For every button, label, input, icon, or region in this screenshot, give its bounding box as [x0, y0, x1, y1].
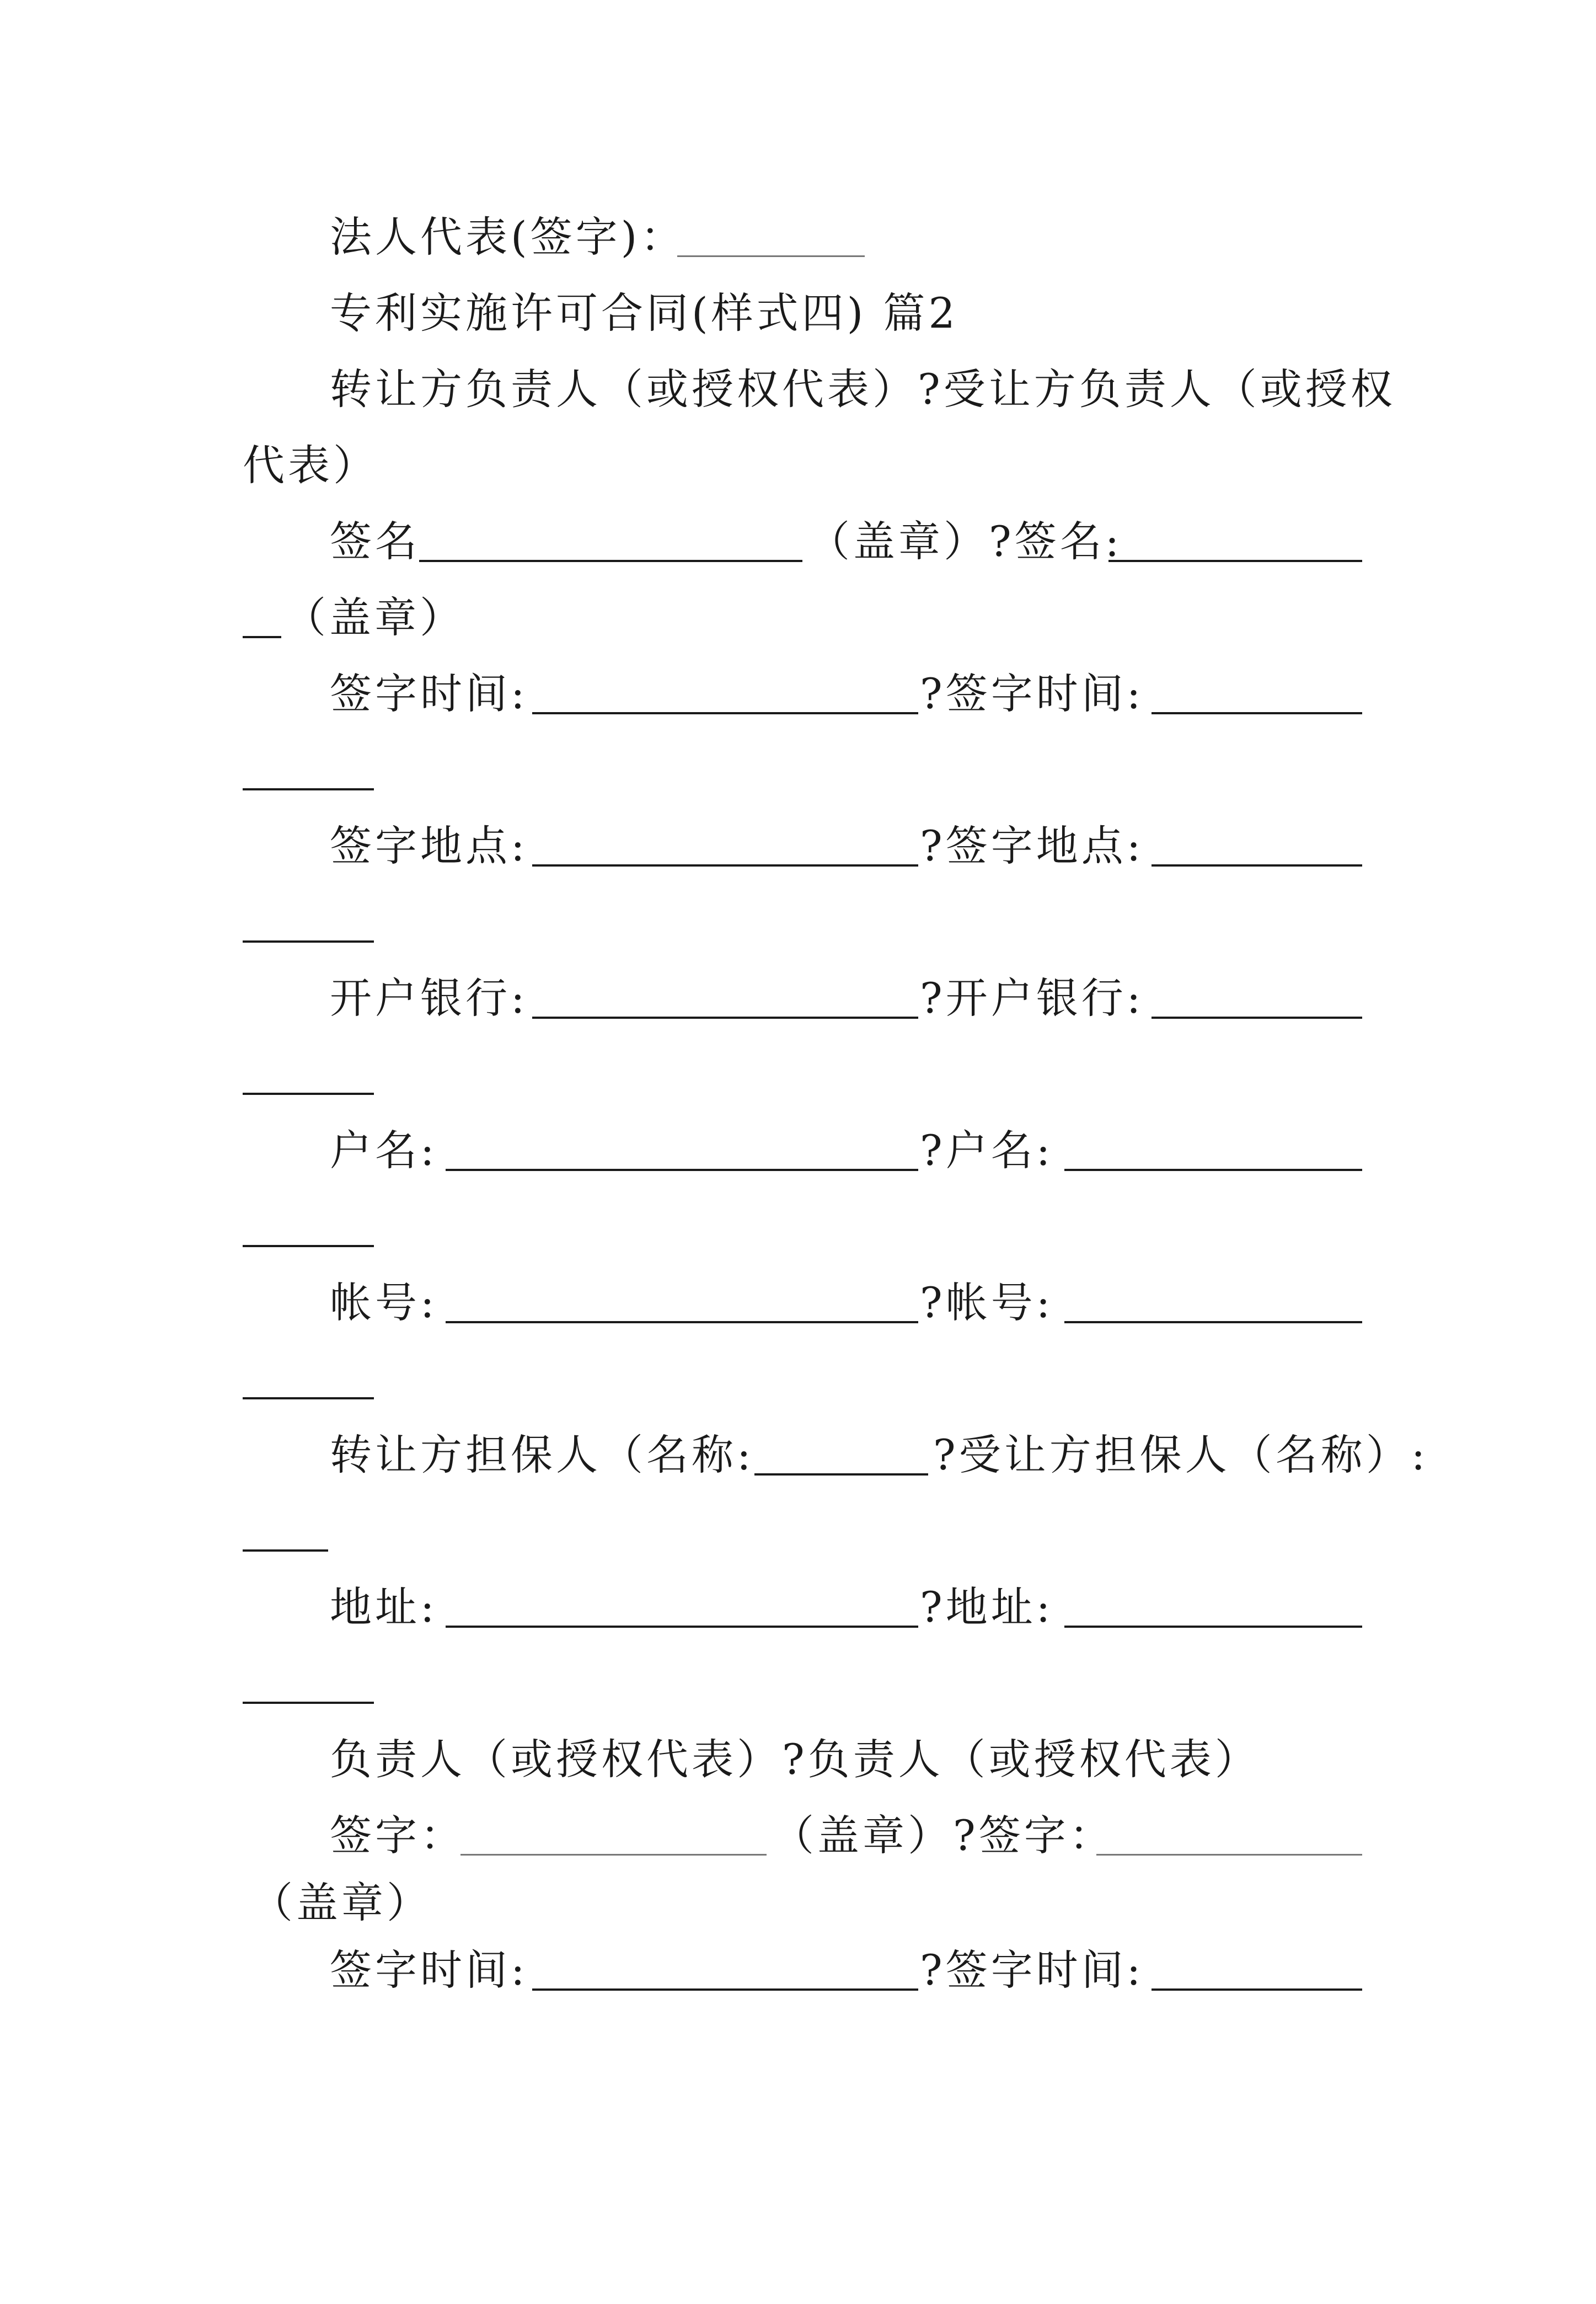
transferor-account-number-blank	[446, 1321, 918, 1323]
account-number-line	[0, 1273, 1054, 1333]
address-overflow	[0, 1653, 67, 1714]
address-line	[0, 1577, 1054, 1638]
guarantor-signature-line	[0, 1805, 1115, 1866]
guarantor-label: 转让方担保人（名称:	[330, 1430, 754, 1479]
guarantor-representative-heading	[0, 1729, 1260, 1790]
account-name-overflow	[0, 1196, 67, 1257]
transferor-signing-time-blank	[532, 712, 918, 714]
signing-time-overflow-blank	[243, 788, 374, 790]
signature-label: 签名	[330, 517, 420, 566]
legal-rep-signature-label: 法人代表(签字)：	[330, 212, 686, 261]
responsible-person-heading-continued	[0, 435, 378, 496]
contract-section-title	[0, 283, 958, 344]
transferee-address-label: ?地址:	[920, 1583, 1054, 1632]
guarantor-overflow-blank	[243, 1549, 328, 1552]
transferee-bank-label: ?开户银行:	[920, 974, 1144, 1023]
account-name-line	[0, 1120, 1054, 1181]
signing-place-overflow	[0, 892, 67, 953]
signing-time-label: 签字时间:	[330, 669, 528, 718]
seal-and-signature-label: （盖章）?签名:	[808, 517, 1123, 566]
transferor-signature-blank	[419, 560, 802, 562]
bank-label: 开户银行:	[330, 974, 528, 1023]
signature-seal-line	[0, 587, 465, 648]
address-overflow-blank	[243, 1702, 374, 1704]
transferee-signing-time-blank	[1152, 712, 1362, 714]
transferee-account-number-blank	[1064, 1321, 1362, 1323]
guarantor-seal-and-signature-label: （盖章）?签字：	[772, 1811, 1115, 1860]
bank-overflow-blank	[243, 1093, 374, 1095]
signature-line	[0, 511, 1123, 572]
transferee-account-name-blank	[1064, 1169, 1362, 1171]
transferor-guarantor-signing-time-blank	[532, 1988, 918, 1991]
transferor-bank-blank	[532, 1017, 918, 1019]
transferee-account-number-label: ?帐号:	[920, 1278, 1054, 1327]
account-number-overflow	[0, 1349, 67, 1409]
transferor-account-name-blank	[446, 1169, 918, 1171]
transferor-guarantor-signature-blank	[460, 1854, 767, 1856]
bank-line	[0, 968, 1144, 1029]
seal-label: （盖章）	[284, 593, 465, 642]
transferee-guarantor-signing-time-blank	[1152, 1988, 1362, 1991]
guarantor-seal-label: （盖章）	[251, 1878, 432, 1927]
transferee-signature-blank	[1108, 560, 1362, 562]
guarantor-representative-heading-text: 负责人（或授权代表）?负责人（或授权代表）	[330, 1735, 1260, 1784]
signature-continued-blank	[243, 636, 281, 638]
transferor-address-blank	[446, 1626, 918, 1628]
signing-place-overflow-blank	[243, 940, 374, 943]
account-number-overflow-blank	[243, 1397, 374, 1399]
transferee-signing-time-label: ?签字时间:	[920, 669, 1144, 718]
transferee-address-blank	[1064, 1626, 1362, 1628]
address-label: 地址:	[330, 1583, 438, 1632]
signing-time-line	[0, 664, 1144, 724]
transferor-guarantor-blank	[754, 1473, 928, 1476]
guarantor-overflow	[0, 1501, 67, 1562]
signing-place-label: 签字地点:	[330, 821, 528, 870]
transferee-signing-place-label: ?签字地点:	[920, 821, 1144, 870]
transferee-account-name-label: ?户名:	[920, 1126, 1054, 1175]
legal-rep-signature-line	[0, 207, 686, 268]
guarantor-seal-line	[0, 1873, 432, 1933]
contract-section-title-text: 专利实施许可合同(样式四) 篇2	[330, 288, 958, 338]
responsible-person-heading-text: 转让方负责人（或授权代表）?受让方负责人（或授权	[330, 365, 1396, 414]
account-name-overflow-blank	[243, 1245, 374, 1247]
responsible-person-heading-continued-text: 代表）	[243, 441, 378, 490]
transferee-guarantor-label: ?受让方担保人（名称）:	[933, 1430, 1429, 1479]
signing-time-overflow	[0, 740, 67, 800]
legal-rep-signature-blank	[677, 255, 865, 257]
bank-overflow	[0, 1044, 67, 1105]
account-name-label: 户名:	[330, 1126, 438, 1175]
account-number-label: 帐号:	[330, 1278, 438, 1327]
guarantor-signing-time-label: 签字时间:	[330, 1945, 528, 1995]
guarantor-signature-label: 签字：	[330, 1811, 465, 1860]
transferor-signing-place-blank	[532, 864, 918, 867]
guarantor-line	[0, 1425, 1429, 1485]
responsible-person-heading	[0, 359, 1396, 420]
signing-place-line	[0, 816, 1144, 876]
transferee-signing-place-blank	[1152, 864, 1362, 867]
transferee-guarantor-signature-blank	[1096, 1854, 1362, 1856]
transferee-bank-blank	[1152, 1017, 1362, 1019]
guarantor-signing-time-line	[0, 1940, 1144, 2001]
transferee-guarantor-signing-time-label: ?签字时间:	[920, 1945, 1144, 1995]
